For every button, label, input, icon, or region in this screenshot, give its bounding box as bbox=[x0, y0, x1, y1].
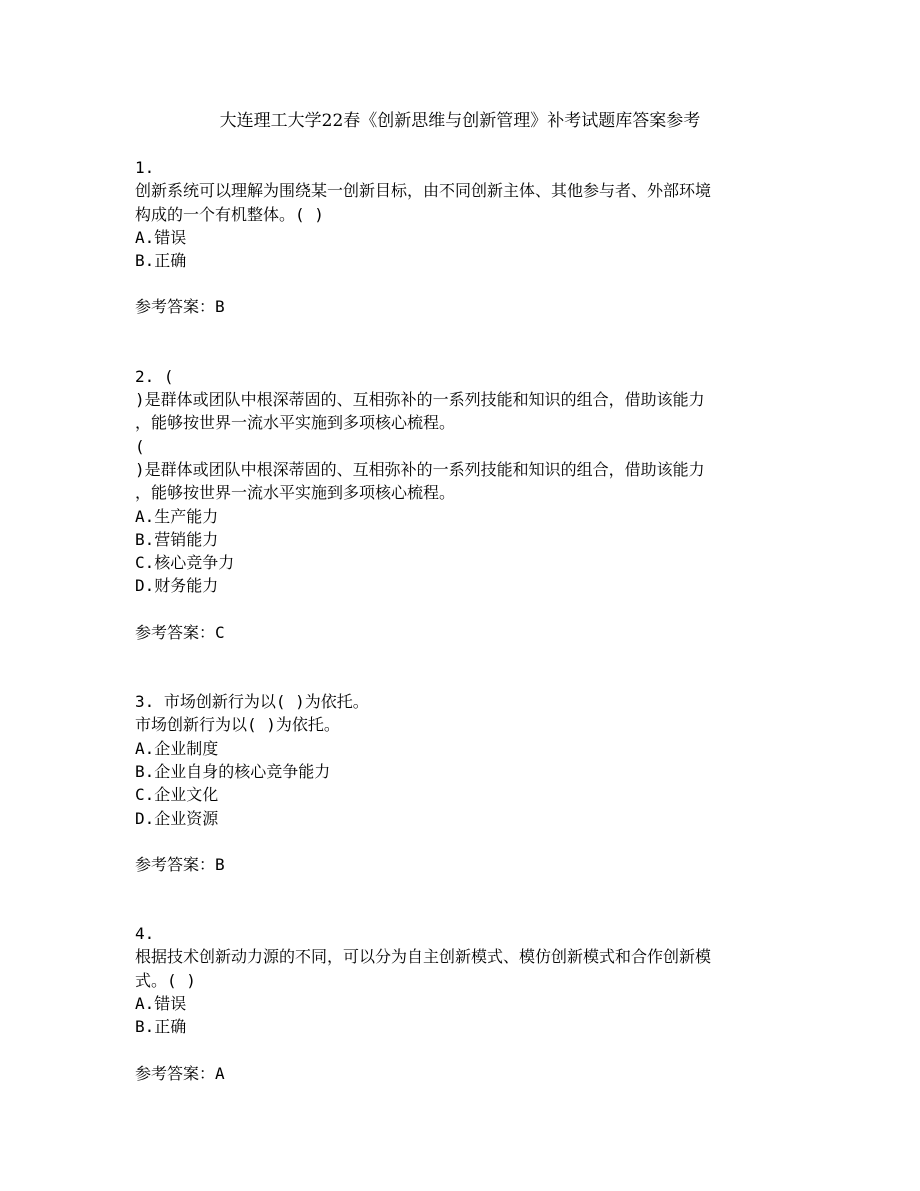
question-text-line: 市场创新行为以( )为依托。 bbox=[135, 715, 340, 735]
question-text-line: 根据技术创新动力源的不同，可以分为自主创新模式、模仿创新模式和合作创新模 bbox=[135, 947, 712, 967]
option-a: A.错误 bbox=[135, 227, 187, 247]
question-list bbox=[135, 156, 795, 1085]
reference-answer: 参考答案：B bbox=[135, 297, 225, 317]
option-c: C.企业文化 bbox=[135, 785, 219, 805]
question-text-line: ，能够按世界一流水平实施到多项核心梳程。 bbox=[135, 413, 456, 433]
question-4 bbox=[135, 922, 795, 1085]
question-text-line: ，能够按世界一流水平实施到多项核心梳程。 bbox=[135, 483, 456, 503]
question-text-line: 2. ( bbox=[135, 366, 174, 386]
question-1 bbox=[135, 156, 795, 319]
question-text-line: ( bbox=[135, 436, 145, 456]
reference-answer: 参考答案：A bbox=[135, 1063, 225, 1083]
option-b: B.正确 bbox=[135, 1017, 187, 1037]
option-a: A.企业制度 bbox=[135, 738, 219, 758]
question-2 bbox=[135, 365, 795, 644]
option-a: A.错误 bbox=[135, 994, 187, 1014]
question-text-line: 式。( ) bbox=[135, 970, 196, 990]
document-title: 大连理工大学22春《创新思维与创新管理》补考试题库答案参考 bbox=[219, 111, 701, 131]
question-text-line: 3. 市场创新行为以( )为依托。 bbox=[135, 692, 369, 712]
question-text-line: )是群体或团队中根深蒂固的、互相弥补的一系列技能和知识的组合，借助该能力 bbox=[135, 459, 705, 479]
question-text-line: )是群体或团队中根深蒂固的、互相弥补的一系列技能和知识的组合，借助该能力 bbox=[135, 390, 705, 410]
question-spacer bbox=[135, 876, 795, 922]
reference-answer: 参考答案：B bbox=[135, 854, 225, 874]
option-b: B.企业自身的核心竞争能力 bbox=[135, 761, 331, 781]
question-text-line: 构成的一个有机整体。( ) bbox=[135, 204, 324, 224]
option-c: C.核心竞争力 bbox=[135, 553, 235, 573]
question-text-line: 4. bbox=[135, 924, 155, 944]
option-d: D.财务能力 bbox=[135, 576, 219, 596]
question-spacer bbox=[135, 644, 795, 690]
question-text-line: 创新系统可以理解为围绕某一创新目标，由不同创新主体、其他参与者、外部环境 bbox=[135, 181, 712, 201]
option-b: B.正确 bbox=[135, 251, 187, 271]
question-text-line: 1. bbox=[135, 158, 155, 177]
option-a: A.生产能力 bbox=[135, 506, 219, 526]
reference-answer: 参考答案：C bbox=[135, 622, 225, 642]
option-b: B.营销能力 bbox=[135, 529, 219, 549]
question-spacer bbox=[135, 319, 795, 365]
question-3 bbox=[135, 690, 795, 876]
option-d: D.企业资源 bbox=[135, 808, 219, 828]
